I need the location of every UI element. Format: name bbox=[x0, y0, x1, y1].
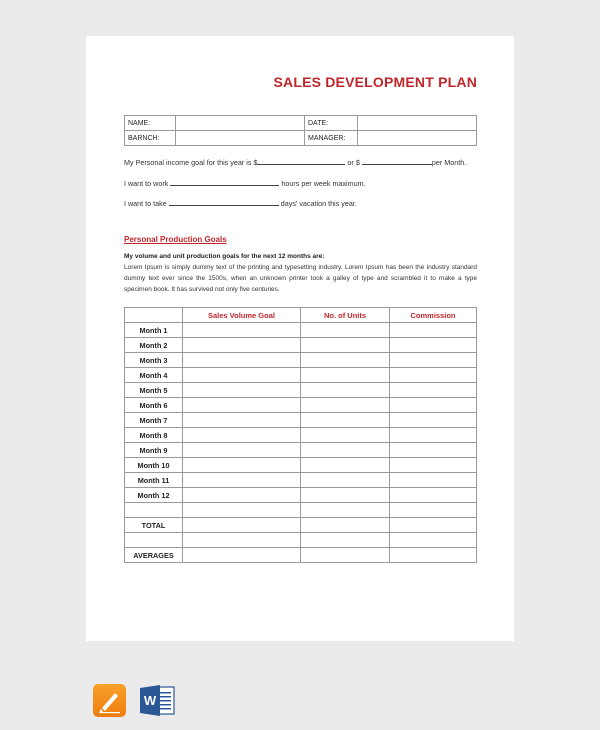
goals-table-row bbox=[125, 368, 477, 383]
commission-cell[interactable] bbox=[390, 443, 477, 458]
goals-header-units: No. of Units bbox=[301, 308, 390, 323]
commission-cell[interactable] bbox=[390, 548, 477, 563]
goals-table bbox=[124, 307, 477, 563]
goals-table-row bbox=[125, 413, 477, 428]
sales-volume-cell[interactable] bbox=[183, 398, 301, 413]
income-goal-line: My Personal income goal for this year is $ or $ per Month. bbox=[124, 158, 467, 167]
goals-table-row bbox=[125, 533, 477, 548]
commission-cell[interactable] bbox=[390, 488, 477, 503]
units-cell[interactable] bbox=[301, 458, 390, 473]
commission-cell[interactable] bbox=[390, 503, 477, 518]
goals-table-row bbox=[125, 488, 477, 503]
branch-field[interactable] bbox=[176, 131, 305, 146]
units-cell[interactable] bbox=[301, 368, 390, 383]
vacation-line: I want to take days' vacation this year. bbox=[124, 199, 357, 208]
row-label bbox=[125, 503, 183, 518]
row-label: AVERAGES bbox=[125, 548, 183, 563]
commission-cell[interactable] bbox=[390, 428, 477, 443]
goals-intro: My volume and unit production goals for the next 12 months are: bbox=[124, 253, 325, 260]
goals-header-sales: Sales Volume Goal bbox=[183, 308, 301, 323]
sales-volume-cell[interactable] bbox=[183, 368, 301, 383]
goals-table-row bbox=[125, 503, 477, 518]
goals-table-row bbox=[125, 458, 477, 473]
sales-volume-cell[interactable] bbox=[183, 428, 301, 443]
date-label: DATE: bbox=[305, 116, 358, 131]
date-field[interactable] bbox=[358, 116, 477, 131]
goals-table-row bbox=[125, 338, 477, 353]
row-label: Month 6 bbox=[125, 398, 183, 413]
work-hours-line: I want to work hours per week maximum. bbox=[124, 179, 366, 188]
row-label: Month 4 bbox=[125, 368, 183, 383]
goals-table-row bbox=[125, 548, 477, 563]
work-hours-blank[interactable] bbox=[170, 178, 279, 186]
section-title: Personal Production Goals bbox=[124, 235, 227, 244]
info-table bbox=[124, 115, 477, 146]
row-label: Month 8 bbox=[125, 428, 183, 443]
units-cell[interactable] bbox=[301, 338, 390, 353]
sales-volume-cell[interactable] bbox=[183, 503, 301, 518]
commission-cell[interactable] bbox=[390, 518, 477, 533]
commission-cell[interactable] bbox=[390, 458, 477, 473]
word-icon bbox=[140, 684, 176, 717]
goals-header-commission: Commission bbox=[390, 308, 477, 323]
sales-volume-cell[interactable] bbox=[183, 413, 301, 428]
pages-app-icon[interactable] bbox=[93, 684, 126, 717]
units-cell[interactable] bbox=[301, 428, 390, 443]
units-cell[interactable] bbox=[301, 443, 390, 458]
commission-cell[interactable] bbox=[390, 323, 477, 338]
sales-volume-cell[interactable] bbox=[183, 383, 301, 398]
goals-table-row bbox=[125, 353, 477, 368]
income-year-blank[interactable] bbox=[257, 157, 345, 165]
goals-table-row bbox=[125, 323, 477, 338]
row-label: Month 12 bbox=[125, 488, 183, 503]
commission-cell[interactable] bbox=[390, 398, 477, 413]
row-label: Month 10 bbox=[125, 458, 183, 473]
name-label: NAME: bbox=[125, 116, 176, 131]
units-cell[interactable] bbox=[301, 323, 390, 338]
row-label: Month 3 bbox=[125, 353, 183, 368]
sales-volume-cell[interactable] bbox=[183, 338, 301, 353]
commission-cell[interactable] bbox=[390, 413, 477, 428]
name-field[interactable] bbox=[176, 116, 305, 131]
sales-volume-cell[interactable] bbox=[183, 458, 301, 473]
sales-volume-cell[interactable] bbox=[183, 353, 301, 368]
units-cell[interactable] bbox=[301, 473, 390, 488]
goals-table-row bbox=[125, 443, 477, 458]
document-page bbox=[86, 36, 514, 641]
goals-header-blank bbox=[125, 308, 183, 323]
units-cell[interactable] bbox=[301, 398, 390, 413]
sales-volume-cell[interactable] bbox=[183, 548, 301, 563]
units-cell[interactable] bbox=[301, 548, 390, 563]
manager-label: MANAGER: bbox=[305, 131, 358, 146]
description-paragraph: Lorem Ipsum is simply dummy text of the printing and typesetting industry. Lorem Ipsum has been the industry standard dummy text ever since the 1500s, when an unknown printer took a galley of type and scrambled it to make a type specimen book. It has survived not only five centuries. bbox=[124, 264, 477, 293]
sales-volume-cell[interactable] bbox=[183, 323, 301, 338]
row-label: TOTAL bbox=[125, 518, 183, 533]
row-label: Month 1 bbox=[125, 323, 183, 338]
income-month-blank[interactable] bbox=[362, 157, 432, 165]
sales-volume-cell[interactable] bbox=[183, 488, 301, 503]
row-label: Month 9 bbox=[125, 443, 183, 458]
units-cell[interactable] bbox=[301, 353, 390, 368]
goals-table-row bbox=[125, 473, 477, 488]
sales-volume-cell[interactable] bbox=[183, 518, 301, 533]
goals-table-row bbox=[125, 428, 477, 443]
vacation-blank[interactable] bbox=[169, 198, 279, 206]
commission-cell[interactable] bbox=[390, 338, 477, 353]
branch-label: BARNCH: bbox=[125, 131, 176, 146]
commission-cell[interactable] bbox=[390, 368, 477, 383]
commission-cell[interactable] bbox=[390, 533, 477, 548]
commission-cell[interactable] bbox=[390, 473, 477, 488]
commission-cell[interactable] bbox=[390, 383, 477, 398]
row-label: Month 2 bbox=[125, 338, 183, 353]
units-cell[interactable] bbox=[301, 503, 390, 518]
row-label: Month 11 bbox=[125, 473, 183, 488]
units-cell[interactable] bbox=[301, 518, 390, 533]
page-title: SALES DEVELOPMENT PLAN bbox=[273, 74, 477, 90]
sales-volume-cell[interactable] bbox=[183, 443, 301, 458]
units-cell[interactable] bbox=[301, 383, 390, 398]
row-label: Month 7 bbox=[125, 413, 183, 428]
pen-icon bbox=[93, 684, 126, 717]
sales-volume-cell[interactable] bbox=[183, 533, 301, 548]
manager-field[interactable] bbox=[358, 131, 477, 146]
units-cell[interactable] bbox=[301, 533, 390, 548]
row-label bbox=[125, 533, 183, 548]
goals-table-row bbox=[125, 518, 477, 533]
word-app-icon[interactable] bbox=[140, 684, 176, 717]
units-cell[interactable] bbox=[301, 413, 390, 428]
word-letter: W bbox=[143, 693, 157, 708]
sales-volume-cell[interactable] bbox=[183, 473, 301, 488]
units-cell[interactable] bbox=[301, 488, 390, 503]
row-label: Month 5 bbox=[125, 383, 183, 398]
commission-cell[interactable] bbox=[390, 353, 477, 368]
goals-table-row bbox=[125, 383, 477, 398]
goals-table-row bbox=[125, 398, 477, 413]
